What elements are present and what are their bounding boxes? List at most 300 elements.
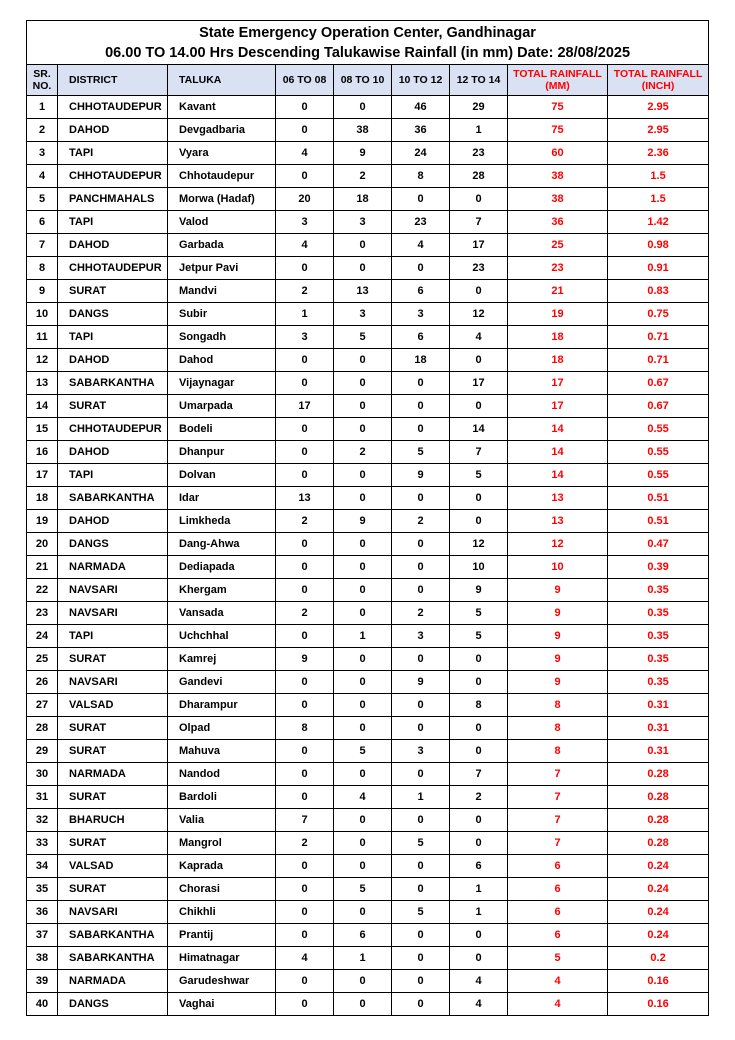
district-cell: DAHOD xyxy=(58,441,168,464)
rain-06-08-cell: 2 xyxy=(276,832,334,855)
rain-10-12-cell: 5 xyxy=(392,901,450,924)
district-cell: CHHOTAUDEPUR xyxy=(58,96,168,119)
rain-12-14-cell: 0 xyxy=(450,809,508,832)
total-inch-cell: 0.51 xyxy=(608,487,709,510)
total-inch-cell: 1.5 xyxy=(608,188,709,211)
table-row xyxy=(27,832,709,855)
rain-12-14-cell: 9 xyxy=(450,579,508,602)
rain-10-12-cell: 0 xyxy=(392,717,450,740)
district-cell: CHHOTAUDEPUR xyxy=(58,418,168,441)
taluka-cell: Uchchhal xyxy=(168,625,276,648)
total-mm-cell: 13 xyxy=(508,510,608,533)
rain-10-12-cell: 3 xyxy=(392,740,450,763)
sr-no-cell: 26 xyxy=(27,671,58,694)
sr-no-cell: 31 xyxy=(27,786,58,809)
rainfall-table xyxy=(26,20,709,1016)
rain-08-10-cell: 0 xyxy=(334,533,392,556)
rain-10-12-cell: 0 xyxy=(392,694,450,717)
table-row xyxy=(27,280,709,303)
table-row xyxy=(27,625,709,648)
district-cell: NARMADA xyxy=(58,763,168,786)
district-cell: PANCHMAHALS xyxy=(58,188,168,211)
rain-06-08-cell: 0 xyxy=(276,441,334,464)
rain-12-14-cell: 0 xyxy=(450,717,508,740)
taluka-cell: Kamrej xyxy=(168,648,276,671)
district-cell: VALSAD xyxy=(58,694,168,717)
total-mm-cell: 4 xyxy=(508,970,608,993)
table-row xyxy=(27,717,709,740)
rain-08-10-cell: 0 xyxy=(334,855,392,878)
rain-08-10-cell: 4 xyxy=(334,786,392,809)
total-mm-cell: 8 xyxy=(508,694,608,717)
taluka-cell: Nandod xyxy=(168,763,276,786)
col-header-taluka: TALUKA xyxy=(168,65,276,96)
rain-10-12-cell: 0 xyxy=(392,579,450,602)
sr-no-cell: 35 xyxy=(27,878,58,901)
total-inch-cell: 0.24 xyxy=(608,901,709,924)
rain-06-08-cell: 0 xyxy=(276,349,334,372)
sr-no-cell: 27 xyxy=(27,694,58,717)
taluka-cell: Vyara xyxy=(168,142,276,165)
taluka-cell: Kavant xyxy=(168,96,276,119)
total-inch-cell: 0.71 xyxy=(608,349,709,372)
rain-10-12-cell: 0 xyxy=(392,970,450,993)
rain-06-08-cell: 2 xyxy=(276,602,334,625)
district-cell: NAVSARI xyxy=(58,602,168,625)
rain-10-12-cell: 0 xyxy=(392,533,450,556)
rain-06-08-cell: 4 xyxy=(276,234,334,257)
rain-10-12-cell: 8 xyxy=(392,165,450,188)
rain-06-08-cell: 0 xyxy=(276,694,334,717)
total-mm-cell: 8 xyxy=(508,740,608,763)
rain-06-08-cell: 17 xyxy=(276,395,334,418)
rain-08-10-cell: 38 xyxy=(334,119,392,142)
rain-08-10-cell: 0 xyxy=(334,763,392,786)
rain-12-14-cell: 12 xyxy=(450,303,508,326)
total-mm-cell: 38 xyxy=(508,165,608,188)
district-cell: DANGS xyxy=(58,533,168,556)
taluka-cell: Songadh xyxy=(168,326,276,349)
rain-06-08-cell: 7 xyxy=(276,809,334,832)
sr-no-cell: 38 xyxy=(27,947,58,970)
total-mm-cell: 14 xyxy=(508,418,608,441)
rain-06-08-cell: 2 xyxy=(276,280,334,303)
total-inch-cell: 0.2 xyxy=(608,947,709,970)
rain-08-10-cell: 0 xyxy=(334,671,392,694)
col-header-total-inch xyxy=(608,65,709,96)
taluka-cell: Dolvan xyxy=(168,464,276,487)
rain-06-08-cell: 0 xyxy=(276,96,334,119)
rain-12-14-cell: 0 xyxy=(450,671,508,694)
district-cell: DANGS xyxy=(58,303,168,326)
rain-10-12-cell: 0 xyxy=(392,395,450,418)
total-mm-cell: 6 xyxy=(508,924,608,947)
rain-08-10-cell: 0 xyxy=(334,464,392,487)
table-row xyxy=(27,947,709,970)
rain-10-12-cell: 36 xyxy=(392,119,450,142)
total-mm-cell: 18 xyxy=(508,349,608,372)
rain-08-10-cell: 9 xyxy=(334,142,392,165)
total-inch-cell: 2.36 xyxy=(608,142,709,165)
sr-no-cell: 16 xyxy=(27,441,58,464)
report-title: State Emergency Operation Center, Gandhinagar xyxy=(199,25,536,41)
rain-08-10-cell: 5 xyxy=(334,326,392,349)
total-mm-cell: 7 xyxy=(508,763,608,786)
district-cell: NAVSARI xyxy=(58,901,168,924)
table-row xyxy=(27,648,709,671)
rain-12-14-cell: 0 xyxy=(450,740,508,763)
total-inch-cell: 0.47 xyxy=(608,533,709,556)
total-inch-cell: 0.91 xyxy=(608,257,709,280)
rain-10-12-cell: 0 xyxy=(392,418,450,441)
rain-10-12-cell: 3 xyxy=(392,303,450,326)
total-inch-cell: 0.24 xyxy=(608,855,709,878)
rain-12-14-cell: 23 xyxy=(450,257,508,280)
rain-10-12-cell: 3 xyxy=(392,625,450,648)
rain-12-14-cell: 5 xyxy=(450,464,508,487)
table-row xyxy=(27,970,709,993)
district-cell: TAPI xyxy=(58,211,168,234)
taluka-cell: Vansada xyxy=(168,602,276,625)
total-inch-cell: 0.35 xyxy=(608,579,709,602)
sr-no-cell: 39 xyxy=(27,970,58,993)
table-row xyxy=(27,234,709,257)
district-cell: SABARKANTHA xyxy=(58,924,168,947)
total-mm-cell: 36 xyxy=(508,211,608,234)
district-cell: SURAT xyxy=(58,832,168,855)
table-row xyxy=(27,326,709,349)
rain-10-12-cell: 23 xyxy=(392,211,450,234)
taluka-cell: Olpad xyxy=(168,717,276,740)
table-body xyxy=(27,96,709,1016)
rain-08-10-cell: 5 xyxy=(334,878,392,901)
rain-10-12-cell: 5 xyxy=(392,441,450,464)
sr-no-cell: 24 xyxy=(27,625,58,648)
table-row xyxy=(27,786,709,809)
rain-06-08-cell: 0 xyxy=(276,119,334,142)
rain-06-08-cell: 0 xyxy=(276,418,334,441)
rain-08-10-cell: 0 xyxy=(334,694,392,717)
rain-10-12-cell: 0 xyxy=(392,188,450,211)
sr-no-cell: 23 xyxy=(27,602,58,625)
rain-08-10-cell: 18 xyxy=(334,188,392,211)
total-inch-cell: 0.31 xyxy=(608,694,709,717)
rain-06-08-cell: 0 xyxy=(276,763,334,786)
total-mm-cell: 7 xyxy=(508,809,608,832)
table-row xyxy=(27,740,709,763)
sr-no-cell: 33 xyxy=(27,832,58,855)
table-row xyxy=(27,510,709,533)
table-row xyxy=(27,671,709,694)
table-row xyxy=(27,878,709,901)
total-inch-cell: 0.16 xyxy=(608,970,709,993)
district-cell: BHARUCH xyxy=(58,809,168,832)
rain-08-10-cell: 0 xyxy=(334,602,392,625)
rain-10-12-cell: 6 xyxy=(392,326,450,349)
rain-12-14-cell: 5 xyxy=(450,625,508,648)
rain-12-14-cell: 23 xyxy=(450,142,508,165)
total-mm-cell: 18 xyxy=(508,326,608,349)
rain-06-08-cell: 0 xyxy=(276,464,334,487)
sr-no-cell: 20 xyxy=(27,533,58,556)
district-cell: SURAT xyxy=(58,740,168,763)
total-mm-cell: 9 xyxy=(508,671,608,694)
sr-no-cell: 12 xyxy=(27,349,58,372)
total-mm-cell: 12 xyxy=(508,533,608,556)
rain-12-14-cell: 8 xyxy=(450,694,508,717)
rain-10-12-cell: 0 xyxy=(392,372,450,395)
rain-12-14-cell: 4 xyxy=(450,993,508,1016)
district-cell: NAVSARI xyxy=(58,579,168,602)
col-header-12-to-14: 12 TO 14 xyxy=(450,65,508,96)
total-mm-cell: 23 xyxy=(508,257,608,280)
total-inch-cell: 0.55 xyxy=(608,418,709,441)
total-inch-cell: 0.55 xyxy=(608,441,709,464)
col-header-sr-line2: NO. xyxy=(32,80,52,92)
col-header-06-to-08: 06 TO 08 xyxy=(276,65,334,96)
rain-10-12-cell: 0 xyxy=(392,648,450,671)
taluka-cell: Khergam xyxy=(168,579,276,602)
rain-06-08-cell: 0 xyxy=(276,901,334,924)
district-cell: SURAT xyxy=(58,648,168,671)
rain-12-14-cell: 6 xyxy=(450,855,508,878)
rain-06-08-cell: 3 xyxy=(276,326,334,349)
rain-06-08-cell: 3 xyxy=(276,211,334,234)
sr-no-cell: 37 xyxy=(27,924,58,947)
total-inch-cell: 0.35 xyxy=(608,648,709,671)
table-row xyxy=(27,763,709,786)
rain-12-14-cell: 2 xyxy=(450,786,508,809)
rain-06-08-cell: 0 xyxy=(276,556,334,579)
total-inch-cell: 1.5 xyxy=(608,165,709,188)
taluka-cell: Bardoli xyxy=(168,786,276,809)
table-row xyxy=(27,924,709,947)
rain-12-14-cell: 29 xyxy=(450,96,508,119)
rain-12-14-cell: 7 xyxy=(450,441,508,464)
total-inch-cell: 0.24 xyxy=(608,924,709,947)
total-mm-cell: 17 xyxy=(508,395,608,418)
rain-08-10-cell: 0 xyxy=(334,717,392,740)
rain-12-14-cell: 0 xyxy=(450,648,508,671)
district-cell: TAPI xyxy=(58,464,168,487)
district-cell: TAPI xyxy=(58,326,168,349)
rain-08-10-cell: 0 xyxy=(334,349,392,372)
rain-10-12-cell: 0 xyxy=(392,924,450,947)
total-mm-cell: 8 xyxy=(508,717,608,740)
district-cell: SABARKANTHA xyxy=(58,372,168,395)
total-inch-cell: 0.55 xyxy=(608,464,709,487)
taluka-cell: Gandevi xyxy=(168,671,276,694)
taluka-cell: Dediapada xyxy=(168,556,276,579)
table-row xyxy=(27,809,709,832)
total-mm-cell: 13 xyxy=(508,487,608,510)
total-mm-cell: 9 xyxy=(508,648,608,671)
district-cell: SURAT xyxy=(58,717,168,740)
col-header-total-mm xyxy=(508,65,608,96)
district-cell: DAHOD xyxy=(58,349,168,372)
rain-12-14-cell: 28 xyxy=(450,165,508,188)
total-mm-cell: 75 xyxy=(508,119,608,142)
rain-06-08-cell: 20 xyxy=(276,188,334,211)
sr-no-cell: 2 xyxy=(27,119,58,142)
district-cell: DANGS xyxy=(58,993,168,1016)
total-mm-cell: 6 xyxy=(508,855,608,878)
col-header-08-to-10: 08 TO 10 xyxy=(334,65,392,96)
table-row xyxy=(27,441,709,464)
rain-08-10-cell: 0 xyxy=(334,257,392,280)
table-row xyxy=(27,119,709,142)
sr-no-cell: 36 xyxy=(27,901,58,924)
district-cell: NAVSARI xyxy=(58,671,168,694)
rain-12-14-cell: 17 xyxy=(450,372,508,395)
table-row xyxy=(27,855,709,878)
sr-no-cell: 10 xyxy=(27,303,58,326)
taluka-cell: Kaprada xyxy=(168,855,276,878)
rain-12-14-cell: 4 xyxy=(450,970,508,993)
taluka-cell: Mahuva xyxy=(168,740,276,763)
rain-08-10-cell: 0 xyxy=(334,234,392,257)
total-mm-cell: 38 xyxy=(508,188,608,211)
rain-12-14-cell: 1 xyxy=(450,119,508,142)
rain-06-08-cell: 0 xyxy=(276,579,334,602)
sr-no-cell: 6 xyxy=(27,211,58,234)
rain-08-10-cell: 3 xyxy=(334,211,392,234)
total-inch-cell: 0.28 xyxy=(608,832,709,855)
rain-08-10-cell: 0 xyxy=(334,556,392,579)
taluka-cell: Chikhli xyxy=(168,901,276,924)
total-inch-cell: 0.31 xyxy=(608,717,709,740)
sr-no-cell: 28 xyxy=(27,717,58,740)
rain-08-10-cell: 2 xyxy=(334,441,392,464)
taluka-cell: Morwa (Hadaf) xyxy=(168,188,276,211)
rain-10-12-cell: 4 xyxy=(392,234,450,257)
taluka-cell: Dhanpur xyxy=(168,441,276,464)
rain-08-10-cell: 0 xyxy=(334,96,392,119)
rain-10-12-cell: 0 xyxy=(392,855,450,878)
total-inch-cell: 0.83 xyxy=(608,280,709,303)
district-cell: SABARKANTHA xyxy=(58,947,168,970)
total-inch-cell: 0.24 xyxy=(608,878,709,901)
district-cell: SURAT xyxy=(58,786,168,809)
sr-no-cell: 34 xyxy=(27,855,58,878)
total-inch-cell: 0.51 xyxy=(608,510,709,533)
rain-06-08-cell: 4 xyxy=(276,142,334,165)
table-row xyxy=(27,395,709,418)
rain-10-12-cell: 0 xyxy=(392,809,450,832)
col-header-total-inch-line1: TOTAL RAINFALL xyxy=(613,68,703,80)
rain-08-10-cell: 0 xyxy=(334,809,392,832)
total-mm-cell: 9 xyxy=(508,579,608,602)
district-cell: DAHOD xyxy=(58,234,168,257)
rain-10-12-cell: 0 xyxy=(392,257,450,280)
col-header-sr-line1: SR. xyxy=(33,68,51,80)
sr-no-cell: 17 xyxy=(27,464,58,487)
rain-10-12-cell: 2 xyxy=(392,602,450,625)
sr-no-cell: 8 xyxy=(27,257,58,280)
sr-no-cell: 21 xyxy=(27,556,58,579)
rain-10-12-cell: 1 xyxy=(392,786,450,809)
total-inch-cell: 0.16 xyxy=(608,993,709,1016)
table-row xyxy=(27,556,709,579)
col-header-total-mm-line2: (MM) xyxy=(545,80,570,92)
table-row xyxy=(27,464,709,487)
rain-10-12-cell: 9 xyxy=(392,464,450,487)
rain-12-14-cell: 4 xyxy=(450,326,508,349)
rain-12-14-cell: 10 xyxy=(450,556,508,579)
district-cell: NARMADA xyxy=(58,556,168,579)
rain-12-14-cell: 14 xyxy=(450,418,508,441)
taluka-cell: Dang-Ahwa xyxy=(168,533,276,556)
rain-08-10-cell: 0 xyxy=(334,970,392,993)
total-mm-cell: 9 xyxy=(508,625,608,648)
table-row xyxy=(27,257,709,280)
rain-12-14-cell: 0 xyxy=(450,188,508,211)
rain-10-12-cell: 0 xyxy=(392,556,450,579)
rain-10-12-cell: 18 xyxy=(392,349,450,372)
sr-no-cell: 3 xyxy=(27,142,58,165)
rain-06-08-cell: 0 xyxy=(276,878,334,901)
district-cell: SURAT xyxy=(58,395,168,418)
sr-no-cell: 13 xyxy=(27,372,58,395)
total-inch-cell: 0.35 xyxy=(608,625,709,648)
rain-06-08-cell: 0 xyxy=(276,740,334,763)
total-mm-cell: 6 xyxy=(508,901,608,924)
table-row xyxy=(27,349,709,372)
taluka-cell: Chorasi xyxy=(168,878,276,901)
table-row xyxy=(27,901,709,924)
taluka-cell: Subir xyxy=(168,303,276,326)
rain-06-08-cell: 8 xyxy=(276,717,334,740)
rain-06-08-cell: 0 xyxy=(276,671,334,694)
total-inch-cell: 0.35 xyxy=(608,602,709,625)
table-row xyxy=(27,579,709,602)
taluka-cell: Prantij xyxy=(168,924,276,947)
total-inch-cell: 0.67 xyxy=(608,395,709,418)
column-header-row xyxy=(27,65,709,96)
rain-10-12-cell: 5 xyxy=(392,832,450,855)
col-header-total-mm-line1: TOTAL RAINFALL xyxy=(513,68,602,80)
district-cell: TAPI xyxy=(58,625,168,648)
district-cell: CHHOTAUDEPUR xyxy=(58,257,168,280)
taluka-cell: Devgadbaria xyxy=(168,119,276,142)
rain-08-10-cell: 0 xyxy=(334,901,392,924)
taluka-cell: Garbada xyxy=(168,234,276,257)
rain-12-14-cell: 0 xyxy=(450,395,508,418)
table-row xyxy=(27,211,709,234)
total-inch-cell: 0.75 xyxy=(608,303,709,326)
rain-06-08-cell: 0 xyxy=(276,533,334,556)
rain-12-14-cell: 5 xyxy=(450,602,508,625)
rain-06-08-cell: 0 xyxy=(276,855,334,878)
taluka-cell: Valod xyxy=(168,211,276,234)
rain-08-10-cell: 1 xyxy=(334,625,392,648)
sr-no-cell: 40 xyxy=(27,993,58,1016)
taluka-cell: Valia xyxy=(168,809,276,832)
district-cell: TAPI xyxy=(58,142,168,165)
rain-12-14-cell: 12 xyxy=(450,533,508,556)
rain-06-08-cell: 0 xyxy=(276,625,334,648)
taluka-cell: Dahod xyxy=(168,349,276,372)
district-cell: DAHOD xyxy=(58,119,168,142)
rain-06-08-cell: 4 xyxy=(276,947,334,970)
rain-06-08-cell: 2 xyxy=(276,510,334,533)
table-row xyxy=(27,418,709,441)
total-inch-cell: 0.67 xyxy=(608,372,709,395)
sr-no-cell: 22 xyxy=(27,579,58,602)
table-row xyxy=(27,165,709,188)
rain-08-10-cell: 0 xyxy=(334,487,392,510)
rain-12-14-cell: 0 xyxy=(450,349,508,372)
